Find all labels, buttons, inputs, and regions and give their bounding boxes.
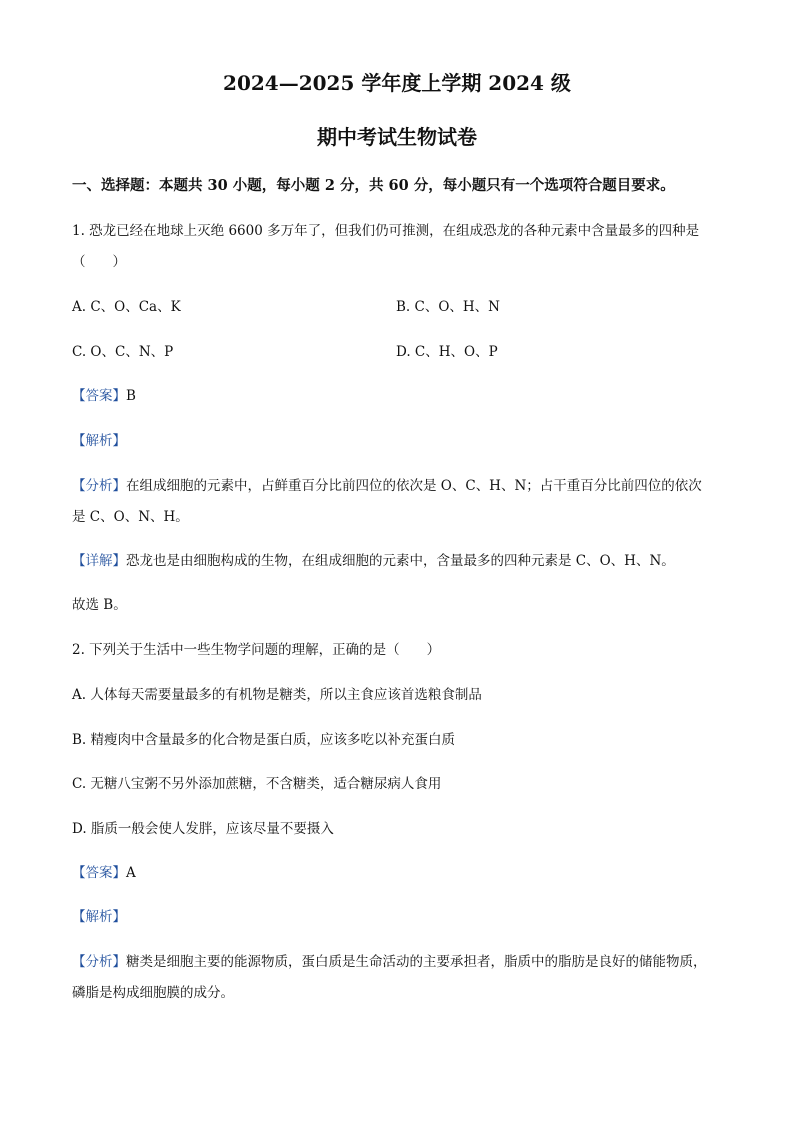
q2-option-c: C. 无糖八宝粥不另外添加蔗糖，不含糖类，适合糖尿病人食用 xyxy=(72,776,442,792)
q2-fenxi-tag: 【分析】 xyxy=(72,954,126,970)
q1-xiangjie-text: 恐龙也是由细胞构成的生物，在组成细胞的元素中，含量最多的四种元素是 C、O、H、N。 xyxy=(126,553,675,569)
q2-fenxi-line2: 磷脂是构成细胞膜的成分。 xyxy=(72,985,234,1001)
section-heading: 一、选择题：本题共 30 小题，每小题 2 分，共 60 分，每小题只有一个选项符合题目要求。 xyxy=(72,177,675,194)
q2-answer xyxy=(72,858,722,888)
q1-fenxi-line1 xyxy=(72,471,722,501)
q1-conclusion: 故选 B。 xyxy=(72,597,127,613)
q1-stem-line2: （ ） xyxy=(72,254,126,270)
q1-option-c: C. O、C、N、P xyxy=(72,344,174,360)
q1-xiangjie-tag: 【详解】 xyxy=(72,553,126,569)
q1-fenxi-line2: 是 C、O、N、H。 xyxy=(72,509,189,525)
q1-option-a: A. C、O、Ca、K xyxy=(72,299,181,315)
q2-option-b: B. 精瘦肉中含量最多的化合物是蛋白质，应该多吃以补充蛋白质 xyxy=(72,732,456,748)
q1-answer xyxy=(72,381,722,411)
q1-option-d: D. C、H、O、P xyxy=(396,344,498,360)
q1-fenxi-text1: 在组成细胞的元素中，占鲜重百分比前四位的依次是 O、C、H、N；占干重百分比前四位的依次 xyxy=(126,478,702,494)
q1-answer-value: B xyxy=(126,388,136,404)
q1-analysis xyxy=(72,426,722,456)
q1-analysis-tag: 【解析】 xyxy=(72,433,126,449)
q2-option-d: D. 脂质一般会使人发胖，应该尽量不要摄入 xyxy=(72,821,334,837)
q2-stem: 2. 下列关于生活中一些生物学问题的理解，正确的是（ ） xyxy=(72,642,441,658)
q1-stem-line1: 1. 恐龙已经在地球上灭绝 6600 多万年了，但我们仍可推测，在组成恐龙的各种元素中含量最多的四种是 xyxy=(72,223,700,239)
q2-fenxi-text1: 糖类是细胞主要的能源物质，蛋白质是生命活动的主要承担者，脂质中的脂肪是良好的储能物质， xyxy=(126,954,707,970)
exam-title-line2: 期中考试生物试卷 xyxy=(317,125,477,149)
q1-fenxi-tag: 【分析】 xyxy=(72,478,126,494)
q1-answer-tag: 【答案】 xyxy=(72,388,126,404)
q2-analysis-tag: 【解析】 xyxy=(72,909,126,925)
q2-answer-value: A xyxy=(126,865,136,881)
q1-option-b: B. C、O、H、N xyxy=(396,299,500,315)
q2-analysis xyxy=(72,902,722,932)
q2-answer-tag: 【答案】 xyxy=(72,865,126,881)
q1-xiangjie xyxy=(72,546,722,576)
exam-title-line1: 2024—2025 学年度上学期 2024 级 xyxy=(223,71,571,95)
q2-fenxi-line1 xyxy=(72,947,722,977)
q2-option-a: A. 人体每天需要量最多的有机物是糖类，所以主食应该首选粮食制品 xyxy=(72,687,482,703)
